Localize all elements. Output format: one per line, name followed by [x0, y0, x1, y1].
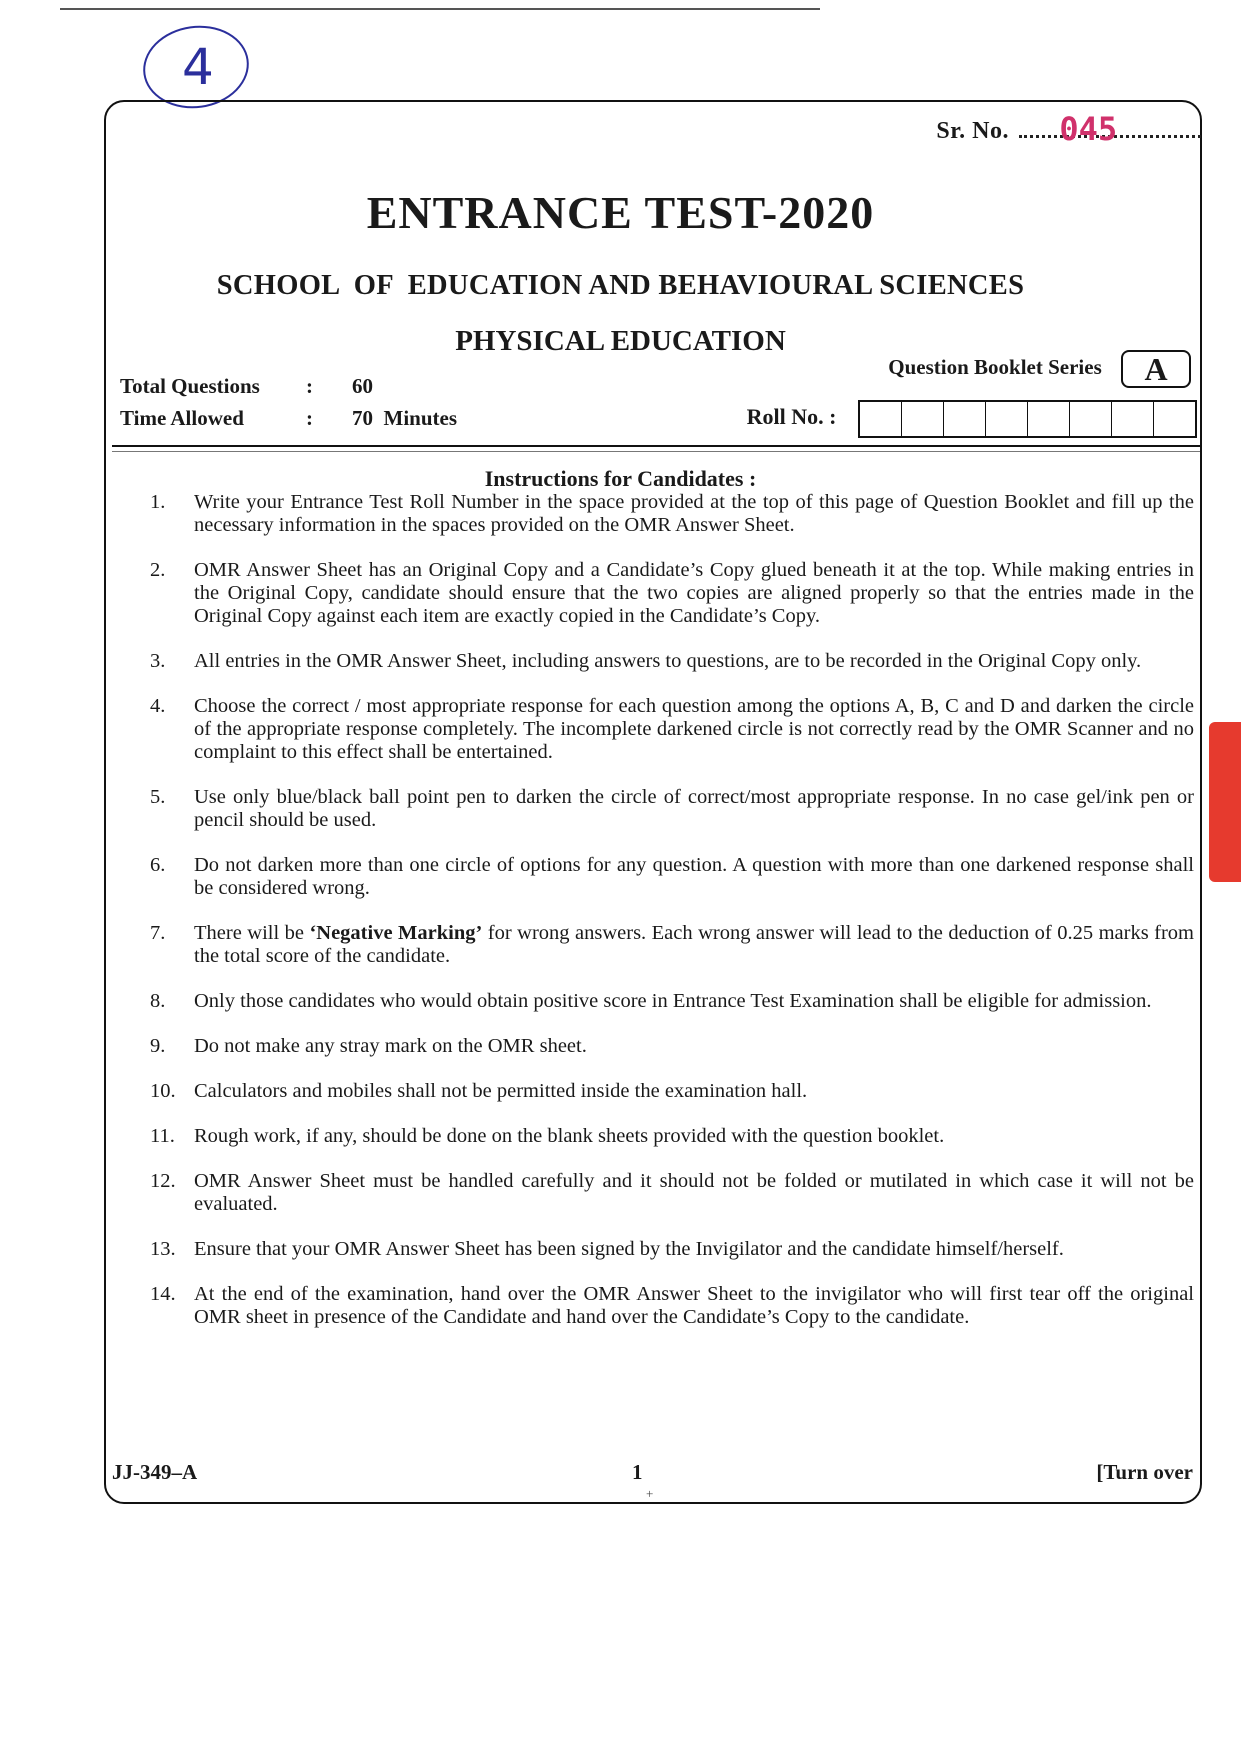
instruction-number: 10.: [150, 1080, 176, 1102]
instruction-item: [150, 1170, 1194, 1216]
roll-number-label: Roll No. :: [746, 404, 837, 430]
instruction-number: 5.: [150, 786, 166, 808]
instruction-number: 7.: [150, 922, 166, 944]
meta-value: 60: [352, 374, 373, 398]
handwritten-number: 4: [182, 38, 214, 96]
instruction-item: [150, 786, 1194, 832]
instruction-text: Ensure that your OMR Answer Sheet has been signed by the Invigilator and the candidate himself/herself.: [194, 1238, 1064, 1260]
instruction-number: 2.: [150, 559, 166, 581]
meta-key: Time Allowed: [120, 406, 244, 430]
subject-name: PHYSICAL EDUCATION: [455, 325, 786, 357]
instruction-number: 6.: [150, 854, 166, 876]
roll-number-box[interactable]: [986, 402, 1028, 436]
instruction-text: Choose the correct / most appropriate response for each question among the options A, B, C and D and darken the circle of the appropriate response completely. The incomplete darkened circle is not correctly read by the OMR Scanner and no complaint to this effect shall be entertained.: [194, 695, 1194, 763]
meta-colon: :: [306, 406, 313, 430]
top-edge-rule: [60, 8, 820, 10]
instruction-text: Only those candidates who would obtain positive score in Entrance Test Examination shall be eligible for admission.: [194, 990, 1152, 1012]
roll-number-box[interactable]: [1070, 402, 1112, 436]
roll-number-box[interactable]: [902, 402, 944, 436]
instruction-number: 4.: [150, 695, 166, 717]
meta-time-allowed: [120, 406, 457, 431]
footer-plus-mark: +: [646, 1486, 654, 1501]
instruction-item: [150, 990, 1194, 1013]
roll-number-box[interactable]: [860, 402, 902, 436]
meta-key: Total Questions: [120, 374, 260, 398]
instruction-number: 9.: [150, 1035, 166, 1057]
instruction-text: OMR Answer Sheet must be handled carefully and it should not be folded or mutilated in which case it will not be evaluated.: [194, 1170, 1194, 1215]
instruction-number: 8.: [150, 990, 166, 1012]
serial-value: 045: [1059, 110, 1118, 148]
instruction-number: 13.: [150, 1238, 176, 1260]
handwritten-circled-number: [140, 22, 252, 112]
footer-code: JJ-349–A: [112, 1460, 198, 1484]
instruction-text: Write your Entrance Test Roll Number in the space provided at the top of this page of Question Booklet and fill up the necessary information in the spaces provided on the OMR Answer Sheet.: [194, 491, 1194, 536]
footer-turn-over: [Turn over: [1096, 1460, 1193, 1484]
instructions-list: [150, 491, 1194, 1351]
roll-number-boxes[interactable]: [858, 400, 1197, 438]
instruction-text: Do not make any stray mark on the OMR sheet.: [194, 1035, 587, 1057]
instruction-item: [150, 1125, 1194, 1148]
meta-value: 70 Minutes: [352, 406, 457, 430]
instruction-text: All entries in the OMR Answer Sheet, including answers to questions, are to be recorded in the Original Copy only.: [194, 650, 1142, 672]
roll-number-box[interactable]: [1028, 402, 1070, 436]
header-divider-thin: [112, 451, 1200, 452]
instruction-text: Rough work, if any, should be done on the blank sheets provided with the question booklet.: [194, 1125, 945, 1147]
instruction-item: [150, 1283, 1194, 1329]
booklet-series-label: Question Booklet Series: [888, 354, 1102, 379]
instruction-item: [150, 1035, 1194, 1058]
instruction-text: At the end of the examination, hand over the OMR Answer Sheet to the invigilator who will first tear off the original OMR sheet in presence of the Candidate and hand over the Candidate’s Copy to the candidate.: [194, 1283, 1194, 1328]
footer-page-number: 1: [632, 1460, 643, 1484]
instruction-number: 14.: [150, 1283, 176, 1305]
instructions-heading: Instructions for Candidates :: [484, 466, 757, 491]
roll-number-box[interactable]: [944, 402, 986, 436]
meta-total-questions: [120, 374, 373, 399]
instruction-text: OMR Answer Sheet has an Original Copy and a Candidate’s Copy glued beneath it at the top. While making entries in the Original Copy, candidate should ensure that the two copies are aligned properly so that the entries made in the Original Copy against each item are exactly copied in the Candidate’s Copy.: [194, 559, 1194, 627]
instruction-item: [150, 922, 1194, 968]
instruction-number: 3.: [150, 650, 166, 672]
instruction-text: Calculators and mobiles shall not be permitted inside the examination hall.: [194, 1080, 808, 1102]
booklet-series: [888, 350, 1191, 388]
instruction-text: [194, 922, 1194, 968]
instruction-item: [150, 650, 1194, 673]
instruction-number: 11.: [150, 1125, 175, 1147]
instruction-text: Do not darken more than one circle of options for any question. A question with more than one darkened response shall be considered wrong.: [194, 854, 1194, 899]
instruction-item: [150, 695, 1194, 764]
school-name: SCHOOL OF EDUCATION AND BEHAVIOURAL SCIENCES: [216, 270, 1025, 301]
instruction-text-part: for wrong answers. Each wrong answer will lead to the deduction of 0.25 marks from the total score of the candidate.: [194, 922, 1194, 967]
serial-number: [936, 110, 1201, 148]
instruction-number: 12.: [150, 1170, 176, 1192]
booklet-series-box: A: [1121, 350, 1191, 388]
instruction-item: [150, 1080, 1194, 1103]
instruction-item: [150, 491, 1194, 537]
instruction-item: [150, 854, 1194, 900]
roll-number: [747, 400, 1197, 438]
header-divider: [112, 445, 1200, 447]
page-title: ENTRANCE TEST-2020: [366, 187, 875, 238]
instruction-emphasis: ‘Negative Marking’: [309, 922, 483, 944]
instruction-text-part: There will be: [194, 922, 310, 944]
roll-number-box[interactable]: [1112, 402, 1154, 436]
instruction-item: [150, 559, 1194, 628]
serial-label: Sr. No.: [936, 118, 1009, 144]
instruction-number: 1.: [150, 491, 166, 513]
red-tab-marker: [1209, 722, 1241, 882]
roll-number-box[interactable]: [1154, 402, 1195, 436]
meta-colon: :: [306, 374, 313, 398]
instruction-text: Use only blue/black ball point pen to darken the circle of correct/most appropriate response. In no case gel/ink pen or pencil should be used.: [194, 786, 1194, 831]
instruction-item: [150, 1238, 1194, 1261]
